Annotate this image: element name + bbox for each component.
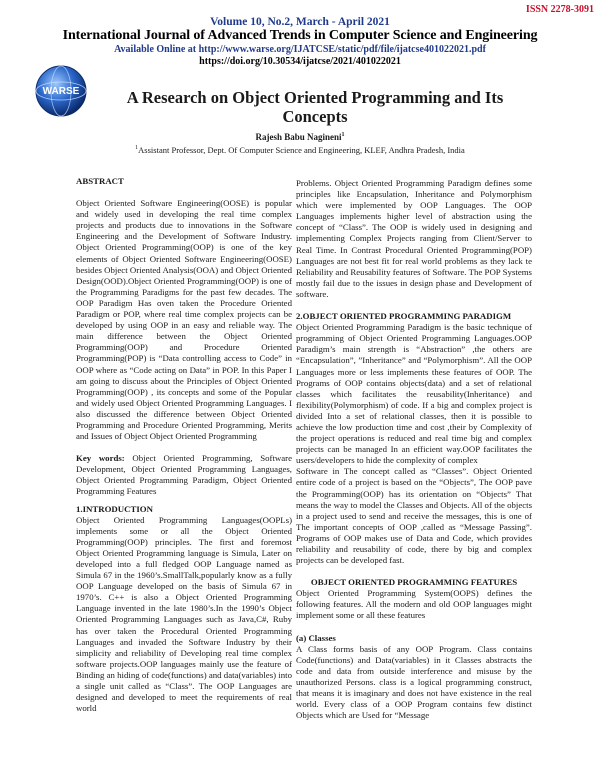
section2-heading: 2.OBJECT ORIENTED PROGRAMMING PARADIGM xyxy=(296,311,512,322)
right-column xyxy=(296,178,532,721)
warse-logo xyxy=(34,64,88,118)
right-paragraph-1: Problems. Object Oriented Programming Paradigm defines some principles like Encapsulation, Inheritance and Polymorphism which were implemented by OOP Languages. The OOP Languages implements higher level of abstraction using the concept of “Class”. The OOP is widely used in designing and implementing Complex Projects ranging from Client/Server to Real Time. In Contrast Procedural Oriented Programming(POP) Languages are not best fit for real world problems as they lack te Reliability and Reusability features of Software. The POP Systems mostly fail due to the issues in design phase and Development of software. xyxy=(296,178,532,299)
section2-text-b: Software in The concept called as “Classes”. Object Oriented entire code of a project is based on the “Objects”, The OOP pave the Programming(OOP) has its orientation on “Objects” That means the way to model the Classes and Objects. All of the objects in a project used to send and receive the messages, this is one of The important concepts of OOP ,called as “Message Passing”. Programs of OOP makes use of Data and Code, which provides reliability and reusability of code, there by big and complex projects can be developed fast. xyxy=(296,466,532,566)
classes-text: A Class forms basis of any OOP Program. Class contains Code(functions) and Data(variables) in it Classes abstracts the code and data from outside interference and misuse by the unauthorized Persons. class is a logical programming construct, that means it is imaginary and does not have existence in the real world. Every class of a OOP Program contains few distinct Objects which are Used for “Message xyxy=(296,643,532,721)
issn: ISSN 2278-3091 xyxy=(525,4,594,15)
features-text: Object Oriented Programming System(OOPS) defines the following features. All the modern and old OOP languages might implement some or all these features xyxy=(296,588,532,621)
features-heading: OBJECT ORIENTED PROGRAMMING FEATURES xyxy=(310,577,518,588)
affiliation: $^1$Assistant Professor, Dept. Of Computer Science and Engineering, KLEF, Andhra Pradesh, India xyxy=(135,145,465,155)
keywords: Key words: Object Oriented Programming, Software Development, Object Oriented Programming Languages, Object Oriented Programming Paradigm, Object Oriented Programming Features xyxy=(76,453,293,497)
availability-link[interactable]: Available Online at http://www.warse.org/IJATCSE/static/pdf/file/ijatcse401022021.pdf xyxy=(114,44,486,55)
logo-text: WARSE xyxy=(42,86,80,97)
classes-heading: (a) Classes xyxy=(296,632,336,643)
abstract-heading: ABSTRACT xyxy=(76,176,124,186)
author: Rajesh Babu Nagineni$^1$ xyxy=(255,132,345,142)
volume-info: Volume 10, No.2, March - April 2021 xyxy=(210,16,390,28)
abstract-text: Object Oriented Software Engineering(OOSE) is popular and widely used in developing the real time complex projects and products due to innovations in the Software Engineering and the Development of Software Industry. Object Oriented Programming(OOP) is one of the key elements of Object Oriented Software Engineering(OOSE) besides Object Oriented Analysis(OOA) and Object Oriented Design(OOD).Object Oriented Programming(OOP) is one of the Programming Paradigms for the past few decades. The OOP Paradigm Has oven taken the Procedure Oriented Paradigm or POP, where real time complex projects can be developed by using OOP in an easy and reliable way. The main difference between the Object Oriented Programming(OOP) and Procedure Oriented Programming(POP) is “Data controlling access to Code” in OOP where as “Code acting on Data” in POP. In this Paper I am going to discuss about the Principles of Object Oriented Programming(OOP) , its concepts and some of the Popular and widely used Object Oriented Programming Languages. I also discussed the difference between Object Oriented Programming and Procedure Oriented Programming, Merits and Issues of Object Object Oriented Programming xyxy=(76,198,292,442)
doi-link[interactable]: https://doi.org/10.30534/ijatcse/2021/401022021 xyxy=(199,56,401,67)
paper-title: A Research on Object Oriented Programming and Its Concepts xyxy=(126,88,504,126)
journal-title: International Journal of Advanced Trends in Computer Science and Engineering xyxy=(62,28,538,43)
intro-heading: 1.INTRODUCTION xyxy=(76,503,153,514)
left-column xyxy=(76,176,292,714)
intro-text: Object Oriented Programming Languages(OOPLs) implements some or all the Object Oriented Programming(OOP) principles. The first and foremost Object Oriented Programming language is Simula, Later on developed into a full fledged OOP Language named as Simula 67 in the 1960’s.SmallTalk,popularly know as a fully OOP Language developed on the basis of Simula 67 in 1970’s. C++ is also a Object Oriented Programming Language invented in the late 1980’s.In the 1990’s Object Oriented Programming Languages such as Java,C#, Ruby has over taken the Procedural Oriented Programming Languages and invaded the Software Industry by their simplicity and reliability of Developing real time complex software projects.OOP languages mainly use the feature of Binding an hiding of code(functions) and data(variables) into a single unit called as “Class”. The OOP Languages are designed and developed to meet the requirements of real world xyxy=(76,514,292,714)
section2-text: Object Oriented Programming Paradigm is the basic technique of programming of Object Oriented Programming Languages.OOP Paradigm’s main strength is “Abstraction” ,the others are “Encapsulation”, ”Inheritance” and “Polymorphism”. All the OOP Languages more or less implements these features of OOP. The Programs of OOP contains objects(data) and a set of relational classes which facilitates the reusability(Inheritance) and flexibility(Polymorphism) of code. If a big and complex project is divided Into a set of relational classes, then it is possible to achieve the low production time and cost ,their by Complexity of the project operations is reduced and real time big and complex projects can be managed In an efficient way.OOP facilitates the users/developers to hide the complexity of complex xyxy=(296,322,532,466)
